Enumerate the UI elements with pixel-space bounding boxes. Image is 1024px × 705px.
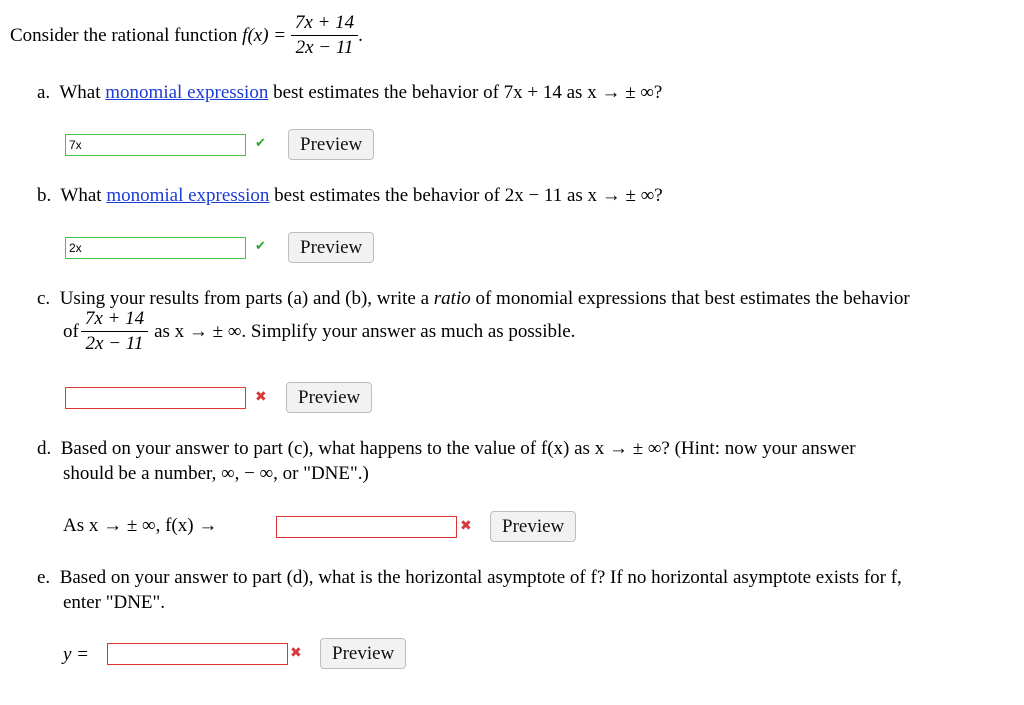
intro-numerator: 7x + 14 — [291, 13, 358, 36]
intro-statement — [10, 12, 363, 60]
part-b-post: best estimates the behavior of 2x − 11 as x → ± ∞? — [274, 185, 663, 206]
part-c-question-line2 — [63, 307, 575, 357]
part-b-question — [37, 185, 663, 207]
x-mark-icon: ✖ — [290, 645, 302, 661]
intro-denominator: 2x − 11 — [295, 37, 354, 58]
part-d-prompt: As x → ± ∞, f(x) → — [63, 515, 218, 536]
part-e-answer-input[interactable] — [107, 643, 288, 665]
part-a-label: a. — [37, 82, 51, 103]
part-b-answer-input[interactable]: 2x — [65, 237, 246, 259]
part-b-preview-button[interactable]: Preview — [288, 232, 374, 263]
part-d-question-line1 — [37, 438, 856, 460]
part-c-line1-post: of monomial expressions that best estimates the behavior — [475, 288, 910, 309]
part-e-preview-button[interactable]: Preview — [320, 638, 406, 669]
part-c-fraction — [81, 309, 148, 355]
monomial-expression-link-b[interactable]: monomial expression — [106, 185, 270, 206]
part-c-numerator: 7x + 14 — [81, 309, 148, 332]
part-e-line1: Based on your answer to part (d), what is the horizontal asymptote of f? If no horizontal asymptote exists for f, — [59, 567, 902, 588]
part-c-of: of — [63, 321, 79, 342]
intro-fraction — [291, 13, 358, 59]
part-c-label: c. — [37, 288, 51, 309]
part-c-denominator: 2x − 11 — [85, 333, 144, 354]
part-e-question-line2: enter "DNE". — [63, 592, 166, 613]
part-c-line1-pre: Using your results from parts (a) and (b), write a — [59, 288, 430, 309]
intro-period: . — [358, 25, 363, 46]
part-c-line1-italic: ratio — [433, 288, 471, 309]
part-a-pre: What — [59, 82, 101, 103]
part-d-label: d. — [37, 438, 52, 459]
part-b-label: b. — [37, 185, 52, 206]
part-c-tail: as x → ± ∞. Simplify your answer as much as possible. — [154, 321, 576, 342]
part-d-question-line2: should be a number, ∞, − ∞, or "DNE".) — [63, 463, 369, 484]
intro-lead: Consider the rational function — [10, 25, 238, 46]
part-c-preview-button[interactable]: Preview — [286, 382, 372, 413]
part-a-post: best estimates the behavior of 7x + 14 as x → ± ∞? — [273, 82, 663, 103]
part-d-line1: Based on your answer to part (c), what happens to the value of f(x) as x → ± ∞? (Hint: now your answer — [60, 438, 856, 459]
part-a-question — [37, 82, 662, 104]
x-mark-icon: ✖ — [255, 389, 267, 405]
part-d-answer-input[interactable] — [276, 516, 457, 538]
part-e-prompt: y = — [63, 644, 90, 665]
part-d-preview-button[interactable]: Preview — [490, 511, 576, 542]
part-e-label: e. — [37, 567, 51, 588]
part-e-question-line1 — [37, 567, 902, 589]
intro-func: f(x) = — [242, 25, 287, 46]
x-mark-icon: ✖ — [460, 518, 472, 534]
part-a-answer-input[interactable]: 7x — [65, 134, 246, 156]
part-b-pre: What — [60, 185, 102, 206]
monomial-expression-link-a[interactable]: monomial expression — [105, 82, 269, 103]
part-a-preview-button[interactable]: Preview — [288, 129, 374, 160]
part-c-answer-input[interactable] — [65, 387, 246, 409]
check-icon: ✔ — [255, 239, 266, 254]
check-icon: ✔ — [255, 136, 266, 151]
